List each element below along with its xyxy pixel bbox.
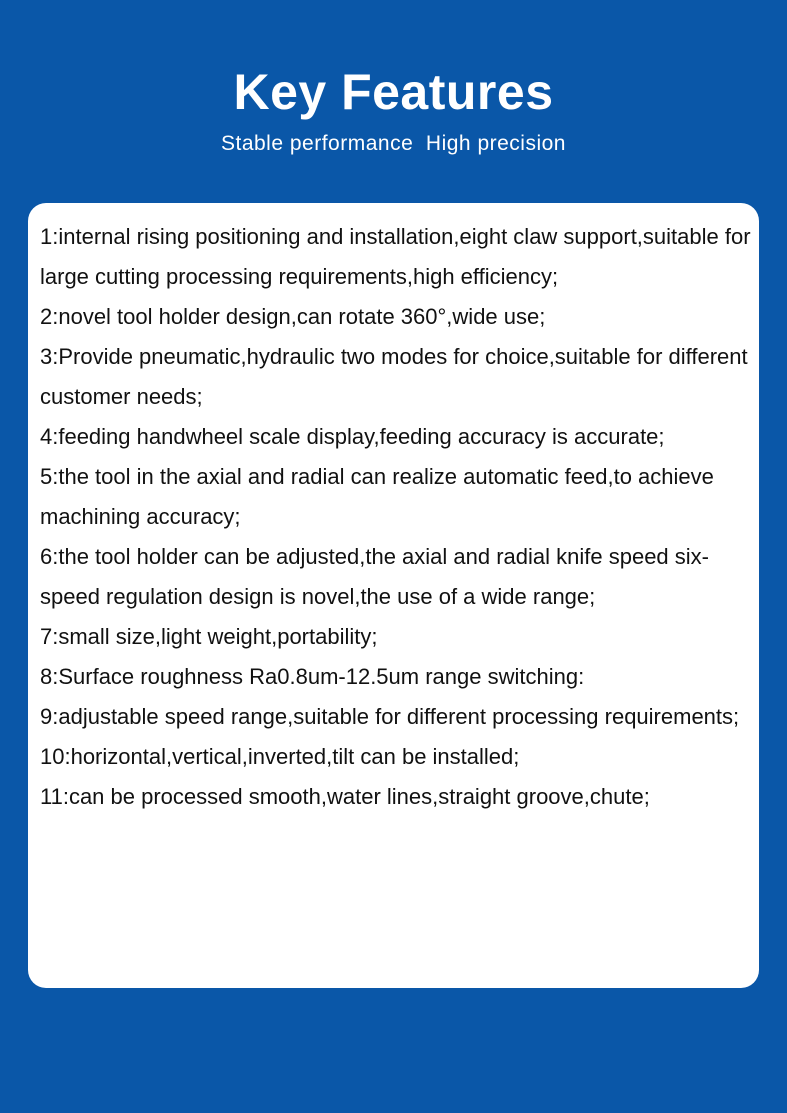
feature-item: 2:novel tool holder design,can rotate 360°,wide use;: [40, 304, 546, 329]
feature-item: 4:feeding handwheel scale display,feeding accuracy is accurate;: [40, 424, 665, 449]
feature-item: 7:small size,light weight,portability;: [40, 624, 378, 649]
feature-item: 1:internal rising positioning and installation,eight claw support,suitable for large cutting processing requirements,high efficiency;: [40, 224, 751, 289]
feature-item: 5:the tool in the axial and radial can realize automatic feed,to achieve machining accuracy;: [40, 464, 714, 529]
page-title: Key Features: [233, 64, 554, 120]
features-list: [40, 217, 751, 817]
feature-item: 9:adjustable speed range,suitable for different processing requirements;: [40, 704, 740, 729]
feature-item: 6:the tool holder can be adjusted,the axial and radial knife speed six-speed regulation design is novel,the use of a wide range;: [40, 544, 709, 609]
feature-item: 11:can be processed smooth,water lines,straight groove,chute;: [40, 784, 650, 809]
page-subtitle: Stable performance High precision: [220, 132, 566, 155]
feature-item: 8:Surface roughness Ra0.8um-12.5um range switching:: [40, 664, 585, 689]
features-card: [28, 203, 759, 988]
feature-item: 10:horizontal,vertical,inverted,tilt can be installed;: [40, 744, 520, 769]
feature-item: 3:Provide pneumatic,hydraulic two modes for choice,suitable for different customer needs;: [40, 344, 748, 409]
